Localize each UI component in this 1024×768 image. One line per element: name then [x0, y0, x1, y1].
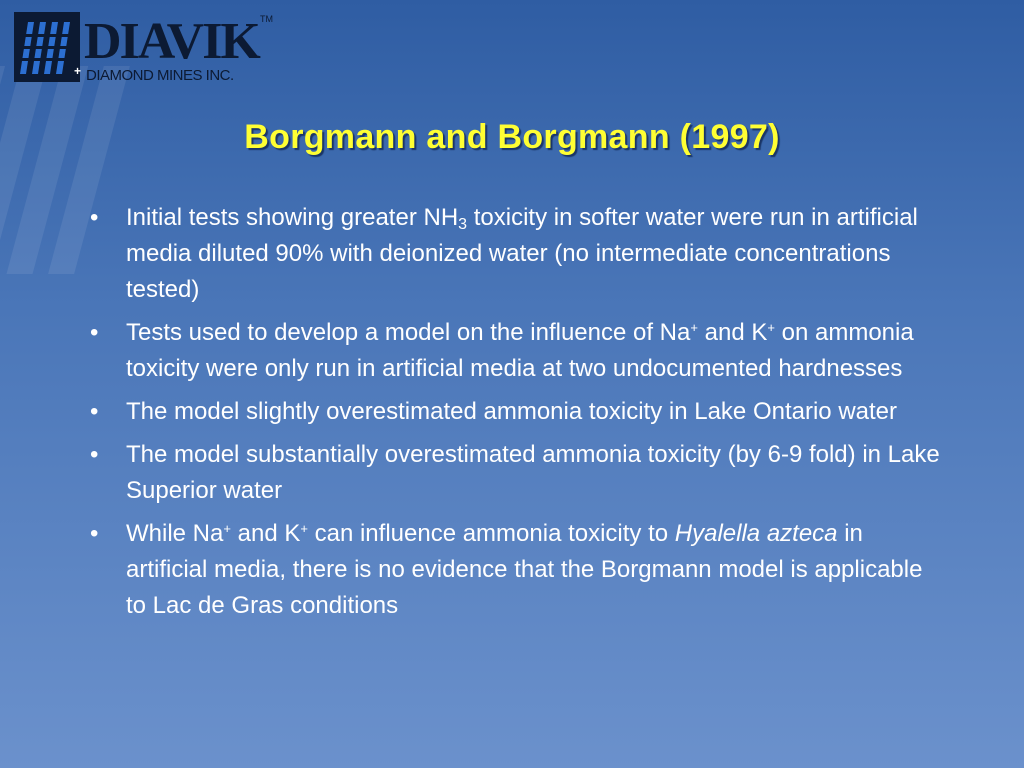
bullet-icon: • [90, 520, 99, 547]
bullet-icon: • [90, 319, 99, 346]
bullet-icon: • [90, 441, 99, 468]
slide-title: Borgmann and Borgmann (1997) [244, 118, 780, 156]
logo-trademark: TM [260, 14, 273, 24]
logo-subtitle: DIAMOND MINES INC. [86, 67, 234, 84]
bullet-item: • Initial tests showing greater $NH_3$ toxicity in softer water were run in artificial media diluted 90% with deionized water (no intermediate concentrations tested) [84, 200, 944, 308]
bullet-item: • The model substantially overestimated ammonia toxicity (by 6-9 fold) in Lake Superior water [84, 437, 944, 509]
bullet-item: • The model slightly overestimated ammonia toxicity in Lake Ontario water [84, 394, 944, 430]
bullet-item: • Tests used to develop a model on the influence of Na+ and K+ on ammonia toxicity were only run in artificial media at two undocumented hardnesses [84, 315, 944, 387]
species-name: Hyalella azteca [674, 520, 838, 547]
svg-text:+: + [74, 64, 82, 78]
bullet-icon: • [90, 204, 99, 231]
bullet-item: • While Na+ and K+ can influence ammonia toxicity to Hyalella azteca in artificial media, there is no evidence that the Borgmann model is applicable to Lac de Gras conditions [84, 516, 944, 624]
company-logo [14, 12, 276, 86]
logo-wordmark: DIAVIK [84, 13, 259, 70]
bullet-icon: • [90, 398, 99, 425]
bullet-list [84, 200, 944, 631]
